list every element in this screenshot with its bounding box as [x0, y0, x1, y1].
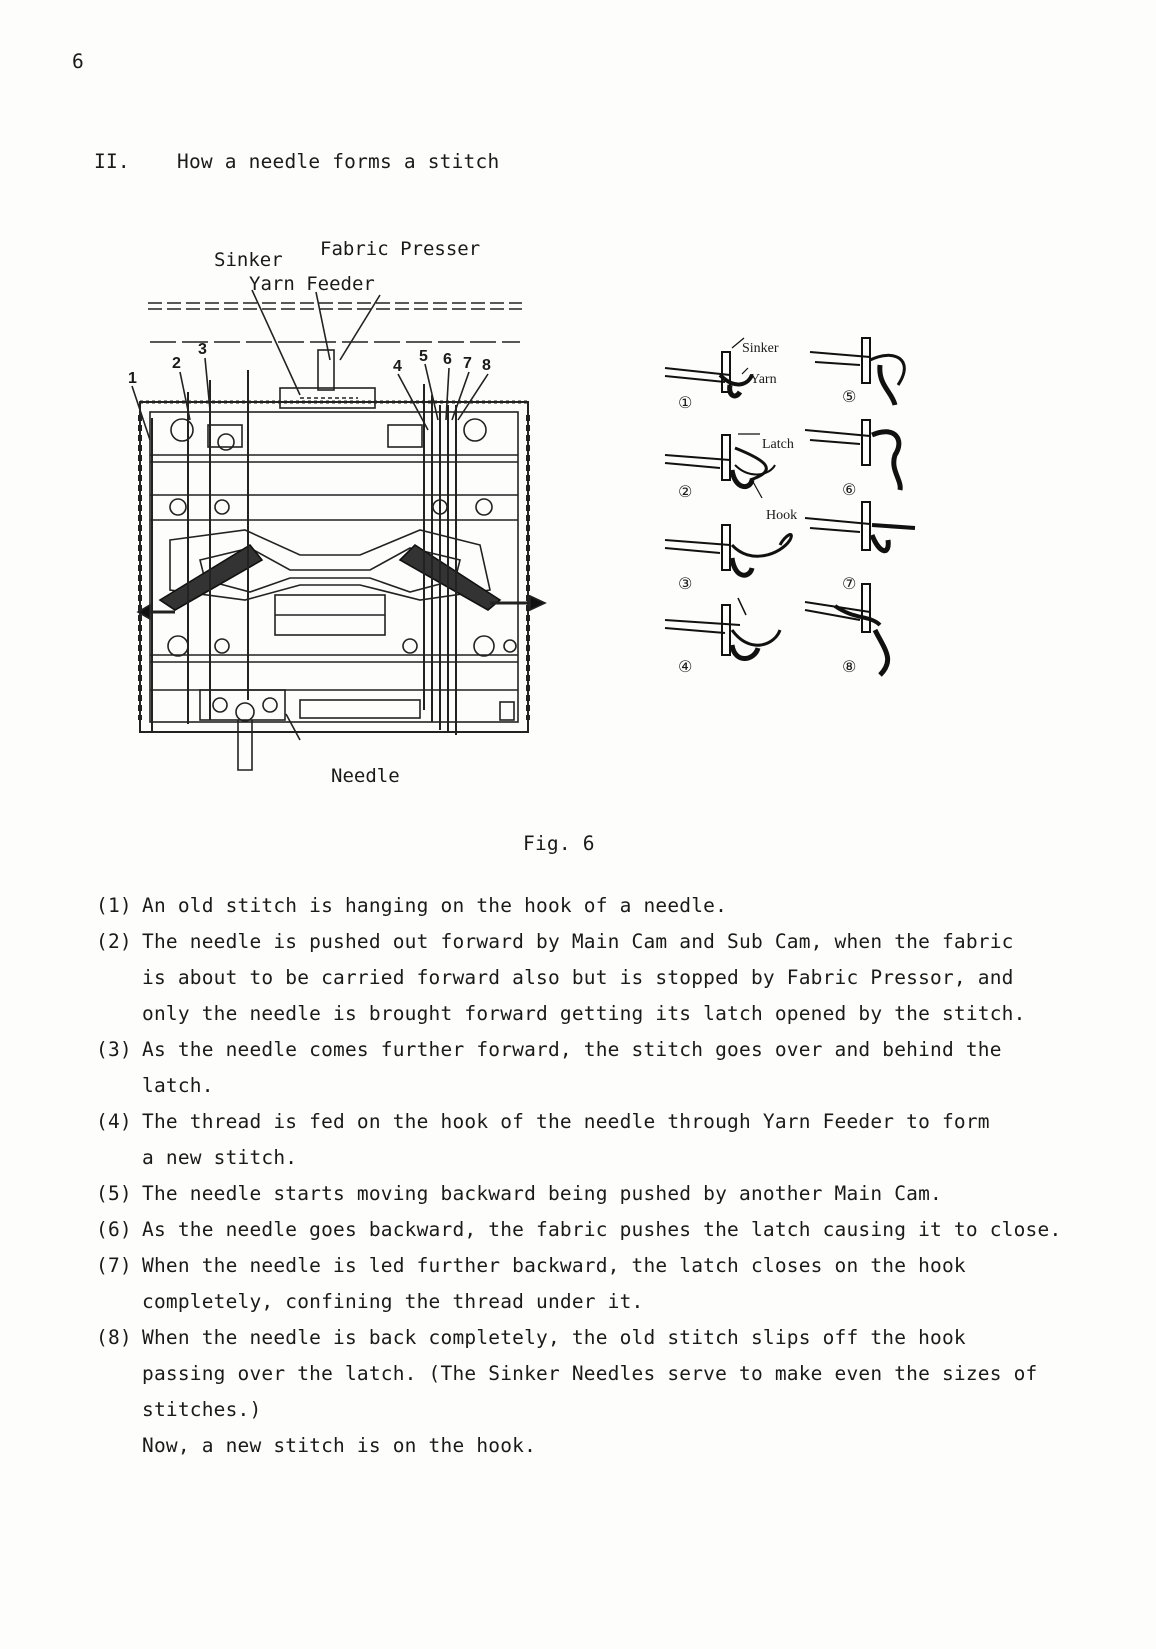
item-4-line-2: a new stitch.: [142, 1146, 298, 1169]
step-7-marker: ⑦: [842, 574, 857, 593]
step-3-marker: ③: [678, 574, 693, 593]
label-fabric-presser: Fabric Presser: [320, 238, 481, 260]
item-4-number: (4): [96, 1110, 132, 1133]
item-2-line-1: The needle is pushed out forward by Main Cam and Sub Cam, when the fabric: [142, 930, 1014, 953]
item-2-number: (2): [96, 930, 132, 953]
callout-4: 4: [393, 358, 402, 375]
step-2-marker: ②: [678, 482, 693, 501]
stitch-steps-figure: [640, 330, 960, 710]
label-sinker: Sinker: [214, 249, 283, 271]
cam-mechanism-drawing: [0, 0, 560, 800]
step-4-marker: ④: [678, 657, 693, 676]
step-label-sinker: Sinker: [742, 341, 779, 356]
callout-7: 7: [463, 355, 472, 372]
label-yarn-feeder: Yarn Feeder: [249, 273, 375, 295]
callout-8: 8: [482, 357, 491, 374]
item-7-line-2: completely, confining the thread under it.: [142, 1290, 644, 1313]
item-4-line-1: The thread is fed on the hook of the needle through Yarn Feeder to form: [142, 1110, 990, 1133]
step-8-marker: ⑧: [842, 657, 857, 676]
section-title: How a needle forms a stitch: [177, 150, 500, 173]
cam-mechanism-figure: [0, 0, 560, 800]
stitch-steps-drawing: [640, 330, 960, 710]
item-7-line-1: When the needle is led further backward, the latch closes on the hook: [142, 1254, 966, 1277]
item-8-line-4: Now, a new stitch is on the hook.: [142, 1434, 537, 1457]
step-label-yarn: Yarn: [750, 372, 777, 387]
callout-2: 2: [172, 355, 181, 372]
item-3-line-1: As the needle comes further forward, the stitch goes over and behind the: [142, 1038, 1002, 1061]
item-5-line-1: The needle starts moving backward being pushed by another Main Cam.: [142, 1182, 942, 1205]
section-numeral: II.: [94, 150, 130, 173]
item-5-number: (5): [96, 1182, 132, 1205]
item-1-number: (1): [96, 894, 132, 917]
step-1-marker: ①: [678, 393, 693, 412]
page-number: 6: [72, 50, 84, 73]
callout-3: 3: [198, 341, 207, 358]
item-2-line-2: is about to be carried forward also but is stopped by Fabric Pressor, and: [142, 966, 1014, 989]
item-8-line-3: stitches.): [142, 1398, 262, 1421]
callout-5: 5: [419, 348, 428, 365]
step-label-hook: Hook: [766, 508, 798, 523]
item-3-number: (3): [96, 1038, 132, 1061]
item-8-number: (8): [96, 1326, 132, 1349]
item-7-number: (7): [96, 1254, 132, 1277]
callout-1: 1: [128, 370, 137, 387]
label-needle: Needle: [331, 765, 400, 787]
step-label-latch: Latch: [762, 437, 794, 452]
figure-caption: Fig. 6: [523, 832, 595, 855]
item-3-line-2: latch.: [142, 1074, 214, 1097]
callout-6: 6: [443, 351, 452, 368]
item-2-line-3: only the needle is brought forward getting its latch opened by the stitch.: [142, 1002, 1026, 1025]
item-6-number: (6): [96, 1218, 132, 1241]
step-5-marker: ⑤: [842, 387, 857, 406]
item-8-line-1: When the needle is back completely, the old stitch slips off the hook: [142, 1326, 966, 1349]
item-6-line-1: As the needle goes backward, the fabric pushes the latch causing it to close.: [142, 1218, 1062, 1241]
item-8-line-2: passing over the latch. (The Sinker Needles serve to make even the sizes of: [142, 1362, 1038, 1385]
step-6-marker: ⑥: [842, 480, 857, 499]
item-1-line-1: An old stitch is hanging on the hook of a needle.: [142, 894, 728, 917]
